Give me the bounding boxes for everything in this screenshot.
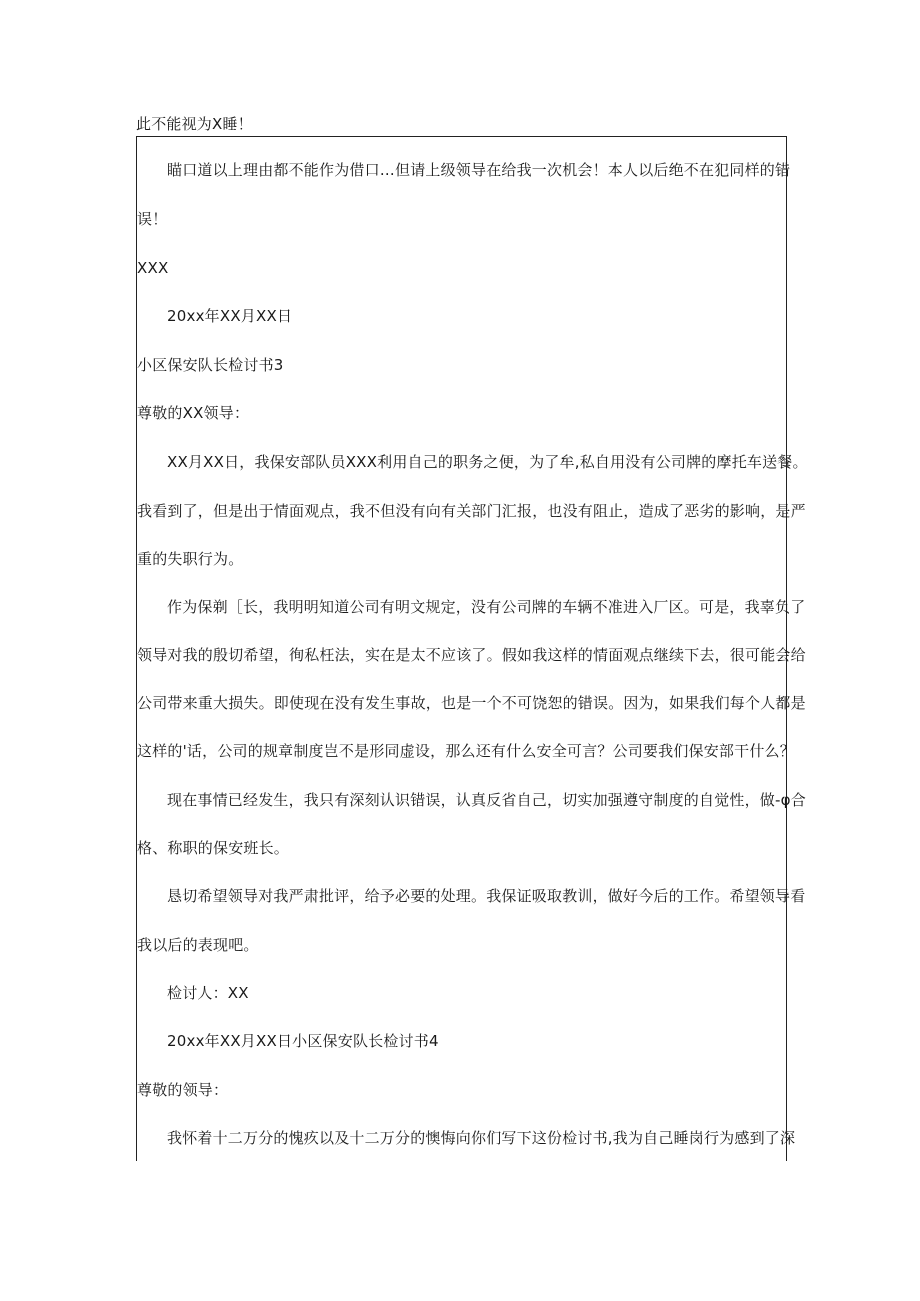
salutation: 尊敬的XX领导： — [137, 404, 250, 422]
text-line: 误！ — [137, 210, 168, 228]
text-line: 公司带来重大损失。即使现在没有发生事故，也是一个不可饶恕的错误。因为，如果我们每个人都是 — [137, 694, 806, 712]
text-line: 这样的'话，公司的规章制度岂不是形同虚设，那么还有什么安全可言？公司要我们保安部干什么？ — [137, 742, 795, 760]
text-line: XXX — [137, 259, 169, 277]
text-line: 我怀着十二万分的愧疚以及十二万分的懊悔向你们写下这份检讨书,我为自己睡岗行为感到了深 — [167, 1129, 796, 1147]
text-line-top: 此不能视为X睡！ — [136, 115, 253, 133]
text-line: XX月XX日，我保安部队员XXX利用自己的职务之便，为了牟,私自用没有公司牌的摩托车送餐。 — [167, 453, 808, 471]
text-line: 恳切希望领导对我严肃批评，给予必要的处理。我保证吸取教训，做好今后的工作。希望领导看 — [167, 887, 806, 905]
text-line: 重的失职行为。 — [137, 550, 244, 568]
text-line: 格、称职的保安班长。 — [137, 839, 290, 857]
date-title-line: 20xx年XX月XX日小区保安队长检讨书4 — [167, 1032, 439, 1050]
text-line: 瞄口道以上理由都不能作为借口…但请上级领导在给我一次机会！本人以后绝不在犯同样的错 — [167, 161, 791, 179]
section-title: 小区保安队长检讨书3 — [137, 356, 284, 374]
text-line: 现在事情已经发生，我只有深刻认识错误，认真反省自己，切实加强遵守制度的自觉性，做-φ合 — [167, 791, 806, 809]
signature-line: 检讨人：XX — [167, 984, 249, 1002]
salutation: 尊敬的领导： — [137, 1081, 229, 1099]
text-line: 我看到了，但是出于情面观点，我不但没有向有关部门汇报，也没有阻止，造成了恶劣的影响，是严 — [137, 502, 806, 520]
text-line: 我以后的表现吧。 — [137, 936, 259, 954]
text-line: 20xx年XX月XX日 — [167, 307, 293, 325]
text-line: 作为保剃［长，我明明知道公司有明文规定，没有公司牌的车辆不准进入厂区。可是，我辜负了 — [167, 598, 806, 616]
text-line: 领导对我的殷切希望，徇私枉法，实在是太不应该了。假如我这样的情面观点继续下去，很可能会给 — [137, 646, 806, 664]
